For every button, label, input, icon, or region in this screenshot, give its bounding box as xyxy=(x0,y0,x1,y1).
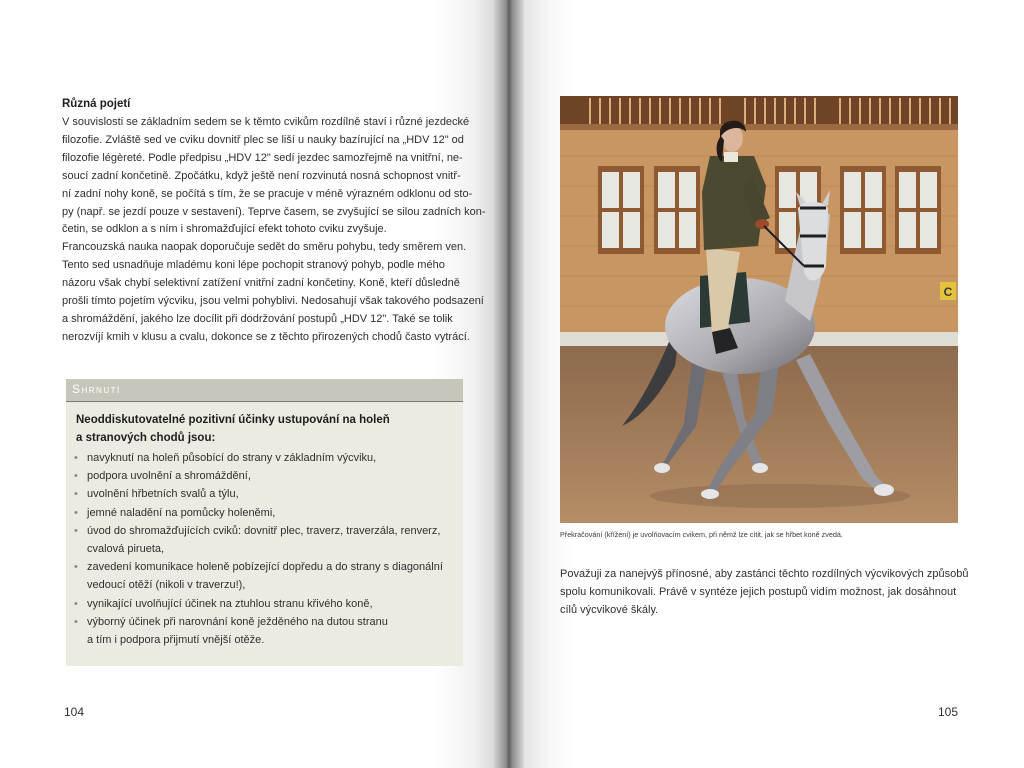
summary-lead-line: Neoddiskutovatelné pozitivní účinky ustupování na holeň xyxy=(76,414,390,426)
summary-bullet-text: navyknutí na holeň působící do strany v základním výcviku, xyxy=(87,452,377,464)
summary-bullet-item xyxy=(74,449,462,467)
summary-bullet-item xyxy=(74,485,462,503)
text-line: Francouzská nauka naopak doporučuje sedět do směru pohybu, tedy směrem ven. xyxy=(62,241,467,254)
text-line: soucí zadní končetině. Zpočátku, když ještě není rozvinutá nosná schopnost vnitř- xyxy=(62,169,461,182)
arena-letter: C xyxy=(943,285,953,299)
summary-bullet-continuation xyxy=(74,576,462,594)
text-line: filozofie. Zvláště sed ve cviku dovnitř plec se liší u nauky bazírující na „HDV 12" od xyxy=(62,133,464,146)
summary-bullet-text: zavedení komunikace holeně pobízející dopředu a do strany s diagonální xyxy=(87,561,443,574)
text-line: názoru však chybí selektivní zatížení vnitřní zadní končetiny. Koně, kteří důsledně xyxy=(62,277,460,290)
summary-bullet-text: vynikající uvolňující účinek na ztuhlou stranu křivého koně, xyxy=(87,597,373,610)
summary-bullet-text: podpora uvolnění a shromáždění, xyxy=(87,470,251,483)
horse-photo xyxy=(560,96,958,523)
text-line: a shromáždění, jakého lze docílit při dodržování postupů „HDV 12". Také se tolik xyxy=(62,312,453,325)
text-line: prošli tímto pojetím výcviku, jsou velmi pohyblivi. Nedosahují však takového podsazení xyxy=(62,295,484,308)
summary-bullet-text: výborný účinek při narovnání koně ježděného na dutou stranu xyxy=(87,615,388,628)
summary-bullet-text: a tím i podpora přijmutí vnější otěže. xyxy=(87,634,265,647)
summary-lead-line: a stranových chodů jsou: xyxy=(76,432,216,444)
summary-bullet-item xyxy=(74,522,462,540)
book-gutter xyxy=(494,0,524,768)
bullet-dot-icon: • xyxy=(74,470,78,483)
text-line: V souvislosti se základním sedem se k těmto cvikům rozdílně staví i různé jezdecké xyxy=(62,116,470,128)
bullet-dot-icon: • xyxy=(74,524,78,537)
summary-bullet-item xyxy=(74,558,462,576)
summary-bullet-text: úvod do shromažďujících cviků: dovnitř plec, traverz, traverzála, renverz, xyxy=(87,524,441,537)
section-heading: Různá pojetí xyxy=(62,98,131,110)
summary-divider xyxy=(66,401,463,402)
summary-box xyxy=(66,379,463,666)
summary-title: Shrnutí xyxy=(72,382,121,396)
text-line: Tento sed usnadňuje mladému koni lépe pochopit stranový pohyb, podle mého xyxy=(62,259,445,272)
summary-bullet-continuation xyxy=(74,540,462,558)
summary-bullet-item xyxy=(74,613,462,631)
summary-header xyxy=(66,379,463,401)
text-line: py (např. se jezdí pouze v sestavení). Teprve časem, se zvyšující se silou zadních kon- xyxy=(62,205,486,218)
summary-bullet-continuation xyxy=(74,631,462,649)
photo-caption: Překračování (křížení) je uvolňovacím cvikem, při němž lze cítit, jak se hřbet koně zvedá. xyxy=(560,530,843,539)
page-number-right: 105 xyxy=(938,705,959,719)
text-line: filozofie légèreté. Podle předpisu „HDV 12" sedí jezdec samozřejmě na vnitřní, ne- xyxy=(62,151,463,164)
text-line: ní zadní nohy koně, se počítá s tím, že se pracuje v méně výrazném odklonu od sto- xyxy=(62,187,473,200)
bullet-dot-icon: • xyxy=(74,452,78,464)
summary-bullet-list xyxy=(74,449,462,649)
bullet-dot-icon: • xyxy=(74,615,78,628)
bullet-dot-icon: • xyxy=(74,597,78,610)
text-line: cílů výcvikové škály. xyxy=(560,604,659,616)
summary-bullet-item xyxy=(74,504,462,522)
bullet-dot-icon: • xyxy=(74,561,78,574)
summary-bullet-text: jemné naladění na pomůcky holeněmi, xyxy=(87,506,276,519)
summary-bullet-text: uvolnění hřbetních svalů a týlu, xyxy=(87,488,239,501)
summary-bullet-item xyxy=(74,595,462,613)
bullet-dot-icon: • xyxy=(74,506,78,519)
text-line: spolu komunikovali. Právě v syntéze jejich postupů vidím možnost, jak dosáhnout xyxy=(560,586,957,598)
summary-lead xyxy=(76,411,456,447)
left-page xyxy=(0,0,494,768)
bullet-dot-icon: • xyxy=(74,488,78,501)
text-line: četin, se odklon a s ním i shromažďující efekt tohoto cviku zvyšuje. xyxy=(62,223,387,236)
page-number-left: 104 xyxy=(64,705,85,719)
left-paragraph xyxy=(62,114,486,347)
right-paragraph xyxy=(560,565,969,619)
summary-bullet-text: cvalová pirueta, xyxy=(87,543,165,556)
text-line: Považuji za nanejvýš přínosné, aby zastánci těchto rozdílných výcvikových způsobů xyxy=(560,568,969,580)
summary-bullet-item xyxy=(74,467,462,485)
summary-bullet-text: vedoucí otěží (nikoli v traverzu!), xyxy=(87,579,246,592)
text-line: nerozvíjí kmih v klusu a cvalu, dokonce se z těchto přirozených chodů často vytrácí. xyxy=(62,330,470,343)
